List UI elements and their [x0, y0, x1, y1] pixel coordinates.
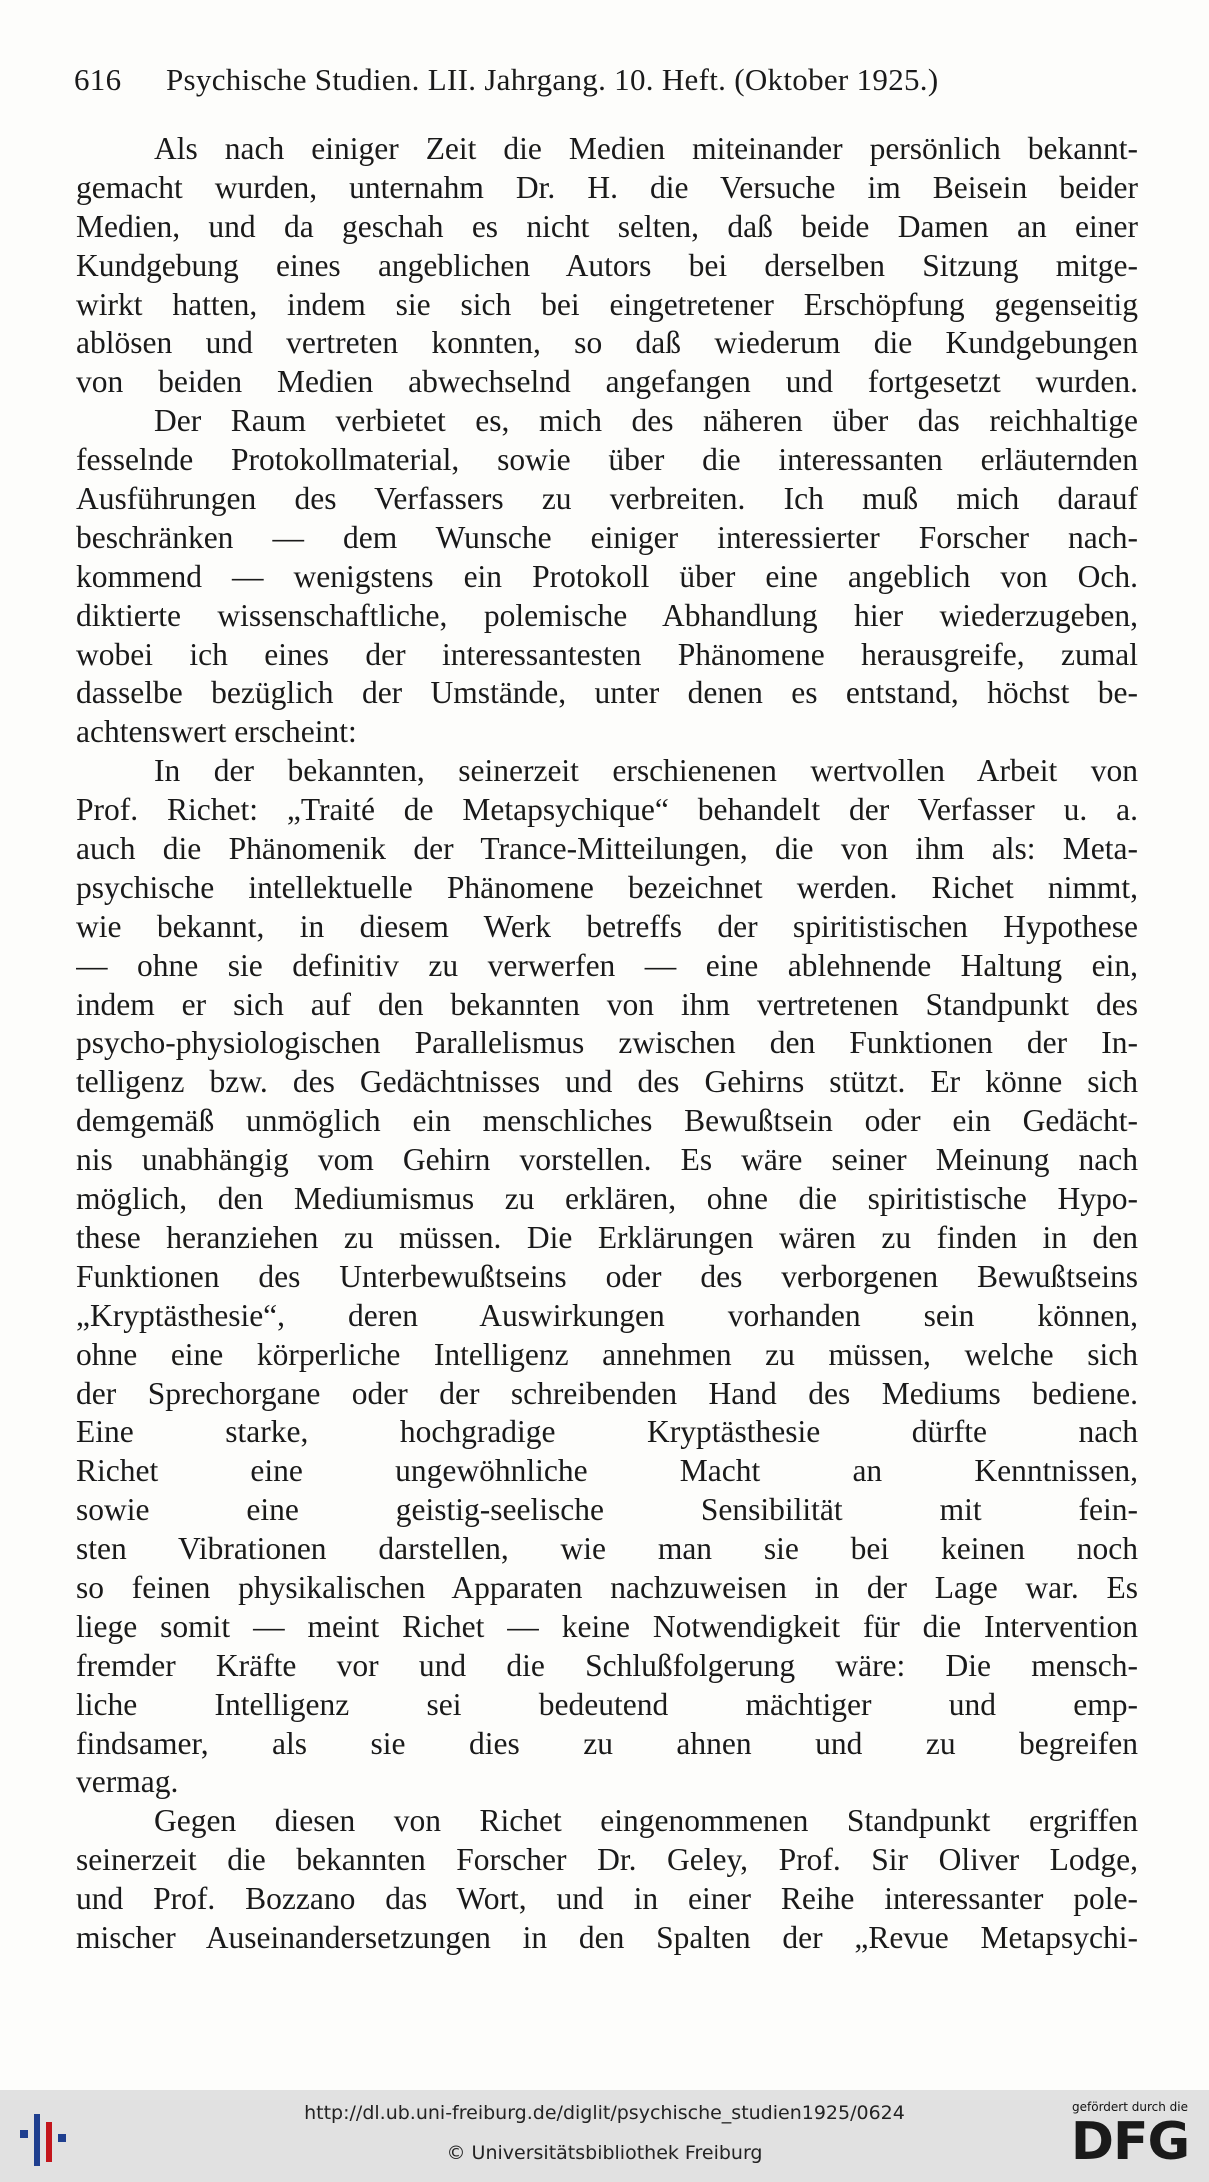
text-line: fesselnde Protokollmaterial, sowie über die interessanten erläuternden	[76, 442, 1138, 478]
text-line: Prof. Richet: „Traité de Metapsychique“ behandelt der Verfasser u. a.	[76, 792, 1138, 828]
text-line: findsamer, als sie dies zu ahnen und zu begreifen	[76, 1725, 1138, 1761]
text-line: von beiden Medien abwechselnd angefangen und fortgesetzt wurden.	[76, 364, 1138, 400]
text-line: Medien, und da geschah es nicht selten, daß beide Damen an einer	[76, 208, 1138, 244]
text-line: nis unabhängig vom Gehirn vorstellen. Es wäre seiner Meinung nach	[76, 1142, 1138, 1178]
text-line: gemacht wurden, unternahm Dr. H. die Versuche im Beisein beider	[76, 169, 1138, 205]
body-text	[76, 130, 1138, 1958]
text-line: indem er sich auf den bekannten von ihm vertretenen Standpunkt des	[76, 986, 1138, 1022]
text-line: these heranziehen zu müssen. Die Erklärungen wären zu finden in den	[76, 1219, 1138, 1255]
text-line: psycho-physiologischen Parallelismus zwischen den Funktionen der In-	[76, 1025, 1138, 1061]
text-line: Kundgebung eines angeblichen Autors bei derselben Sitzung mitge-	[76, 247, 1138, 283]
text-line: ohne eine körperliche Intelligenz annehmen zu müssen, welche sich	[76, 1336, 1138, 1372]
text-line: Ausführungen des Verfassers zu verbreiten. Ich muß mich darauf	[76, 481, 1138, 517]
text-line: beschränken — dem Wunsche einiger interessierter Forscher nach-	[76, 519, 1138, 555]
page-number: 616	[74, 62, 122, 97]
dfg-tagline: gefördert durch die	[1072, 2100, 1188, 2114]
text-line: sowie eine geistig-seelische Sensibilität mit fein-	[76, 1492, 1138, 1528]
text-line: sten Vibrationen darstellen, wie man sie bei keinen noch	[76, 1531, 1138, 1567]
text-line: wirkt hatten, indem sie sich bei eingetretener Erschöpfung gegenseitig	[76, 286, 1138, 322]
text-line: diktierte wissenschaftliche, polemische Abhandlung hier wiederzugeben,	[76, 597, 1138, 633]
text-line: mischer Auseinandersetzungen in den Spalten der „Revue Metapsychi-	[76, 1919, 1138, 1955]
text-line: In der bekannten, seinerzeit erschienenen wertvollen Arbeit von	[154, 753, 1138, 789]
dfg-wordmark: DFG	[1070, 2112, 1190, 2172]
text-line: telligenz bzw. des Gedächtnisses und des Gehirns stützt. Er könne sich	[76, 1064, 1138, 1100]
text-line: möglich, den Mediumismus zu erklären, ohne die spiritistische Hypo-	[76, 1181, 1138, 1217]
footer-bar	[0, 2090, 1209, 2182]
journal-title: Psychische Studien. LII. Jahrgang. 10. Heft. (Oktober 1925.)	[166, 62, 939, 97]
text-line: der Sprechorgane oder der schreibenden Hand des Mediums bediene.	[76, 1375, 1138, 1411]
text-line: liche Intelligenz sei bedeutend mächtiger und emp-	[76, 1686, 1138, 1722]
text-line: ablösen und vertreten konnten, so daß wiederum die Kundgebungen	[76, 325, 1138, 361]
text-line: dasselbe bezüglich der Umstände, unter denen es entstand, höchst be-	[76, 675, 1138, 711]
text-line: auch die Phänomenik der Trance-Mitteilungen, die von ihm als: Meta-	[76, 831, 1138, 867]
text-line: kommend — wenigstens ein Protokoll über eine angeblich von Och.	[76, 558, 1138, 594]
text-line: Als nach einiger Zeit die Medien miteinander persönlich bekannt-	[154, 131, 1138, 166]
text-line: achtenswert erscheint:	[76, 714, 357, 750]
text-line: so feinen physikalischen Apparaten nachzuweisen in der Lage war. Es	[76, 1569, 1138, 1605]
text-line: psychische intellektuelle Phänomene bezeichnet werden. Richet nimmt,	[76, 869, 1138, 905]
running-head	[74, 62, 1144, 98]
text-line: liege somit — meint Richet — keine Notwendigkeit für die Intervention	[76, 1608, 1138, 1644]
text-line: Richet eine ungewöhnliche Macht an Kenntnissen,	[76, 1453, 1138, 1489]
dfg-logo	[1065, 2098, 1195, 2178]
text-line: wie bekannt, in diesem Werk betreffs der spiritistischen Hypothese	[76, 908, 1138, 944]
text-line: — ohne sie definitiv zu verwerfen — eine ablehnende Haltung ein,	[76, 947, 1138, 983]
text-line: Eine starke, hochgradige Kryptästhesie dürfte nach	[76, 1414, 1138, 1450]
text-line: und Prof. Bozzano das Wort, und in einer Reihe interessanter pole-	[76, 1881, 1138, 1917]
text-line: vermag.	[76, 1764, 179, 1800]
source-url-link[interactable]: http://dl.ub.uni-freiburg.de/diglit/psychische_studien1925/0624	[304, 2102, 905, 2124]
text-line: fremder Kräfte vor und die Schlußfolgerung wäre: Die mensch-	[76, 1647, 1138, 1683]
text-line: Funktionen des Unterbewußtseins oder des verborgenen Bewußtseins	[76, 1258, 1138, 1294]
copyright-notice: © Universitätsbibliothek Freiburg	[446, 2142, 763, 2164]
text-line: seinerzeit die bekannten Forscher Dr. Geley, Prof. Sir Oliver Lodge,	[76, 1842, 1138, 1878]
text-line: Gegen diesen von Richet eingenommenen Standpunkt ergriffen	[154, 1803, 1138, 1839]
text-line: demgemäß unmöglich ein menschliches Bewußtsein oder ein Gedächt-	[76, 1103, 1138, 1139]
text-line: „Kryptästhesie“, deren Auswirkungen vorhanden sein können,	[76, 1297, 1138, 1333]
text-line: Der Raum verbietet es, mich des näheren über das reichhaltige	[154, 403, 1138, 439]
text-line: wobei ich eines der interessantesten Phänomene herausgreife, zumal	[76, 636, 1138, 672]
